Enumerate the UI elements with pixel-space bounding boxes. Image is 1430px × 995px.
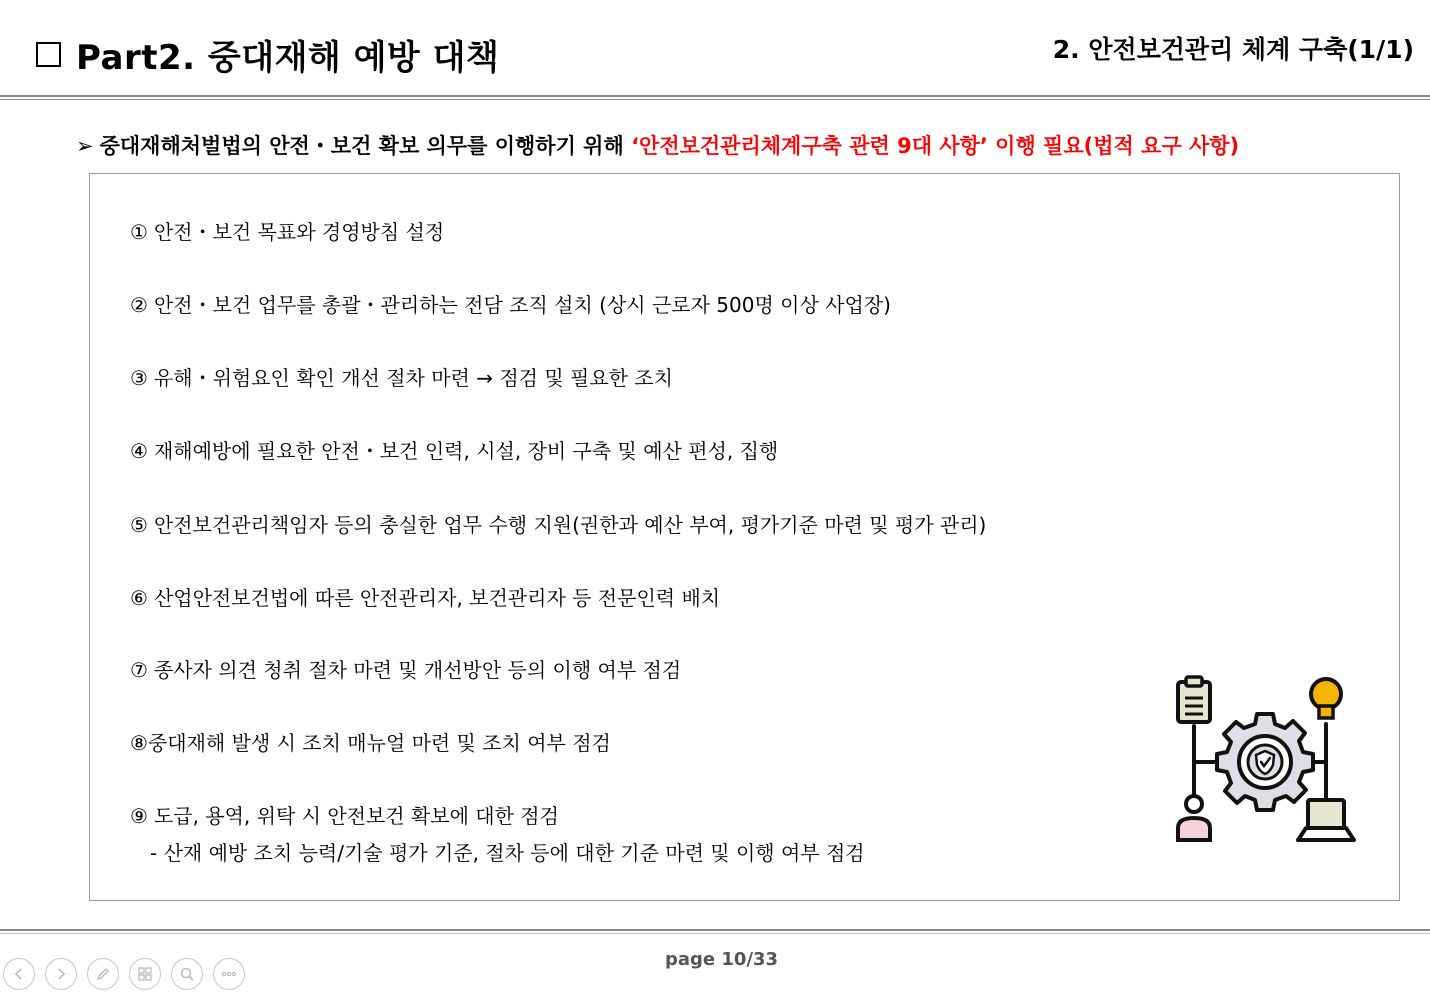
list-item	[130, 800, 559, 829]
slides-overview-button[interactable]	[129, 958, 161, 990]
slides-icon	[136, 965, 154, 983]
bullet-arrow-icon: ➢	[76, 134, 94, 158]
more-icon	[220, 965, 238, 983]
list-item	[130, 582, 720, 611]
pen-icon	[94, 965, 112, 983]
item-text: 안전・보건 목표와 경영방침 설정	[153, 220, 445, 244]
section-title: 2. 안전보건관리 체계 구축(1/1)	[1052, 35, 1414, 64]
item-text: 안전・보건 업무를 총괄・관리하는 전담 조직 설치 (상시 근로자 500명 이상 사업장)	[153, 293, 891, 317]
intro-highlight: ‘안전보건관리체계구축 관련 9대 사항’ 이행 필요(법적 요구 사항)	[631, 134, 1240, 158]
item-text: 종사자 의견 청취 절차 마련 및 개선방안 등의 이행 여부 점검	[153, 658, 682, 682]
list-item	[130, 362, 673, 391]
item-number: ⑨	[130, 804, 148, 828]
item-number: ②	[130, 293, 148, 317]
pen-tool-button[interactable]	[87, 958, 119, 990]
slide-title: Part2. 중대재해 예방 대책	[76, 38, 500, 78]
footer-divider	[0, 929, 1430, 931]
item-number: ⑦	[130, 658, 148, 682]
list-item	[130, 727, 611, 756]
item-number: ⑤	[130, 513, 148, 537]
list-item	[130, 216, 444, 245]
list-item	[130, 435, 778, 464]
next-slide-button[interactable]	[45, 958, 77, 990]
intro-line	[76, 130, 1239, 160]
slide-header	[0, 0, 1430, 96]
prev-slide-button[interactable]	[3, 958, 35, 990]
item-number: ③	[130, 366, 148, 390]
list-item	[130, 654, 681, 683]
item-text: 중대재해 발생 시 조치 매뉴얼 마련 및 조치 여부 점검	[147, 731, 611, 755]
item-text: 도급, 용역, 위탁 시 안전보건 확보에 대한 점검	[153, 804, 559, 828]
more-options-button[interactable]	[213, 958, 245, 990]
page-number: page 10/33	[665, 949, 779, 970]
item-number: ⑥	[130, 586, 148, 610]
intro-text: 중대재해처벌법의 안전・보건 확보 의무를 이행하기 위해	[99, 134, 632, 158]
footer-divider-thin	[0, 933, 1430, 934]
lightbulb-icon	[1311, 679, 1341, 718]
item-text: 재해예방에 필요한 안전・보건 인력, 시설, 장비 구축 및 예산 편성, 집행	[153, 439, 779, 463]
requirements-box	[89, 173, 1400, 901]
item-number: ④	[130, 439, 148, 463]
zoom-icon	[178, 965, 196, 983]
list-item	[130, 509, 986, 538]
sub-item: - 산재 예방 조치 능력/기술 평가 기준, 절차 등에 대한 기준 마련 및 이행 여부 점검	[150, 841, 865, 865]
item-number: ⑧	[130, 731, 148, 755]
slideshow-controls	[3, 958, 245, 990]
zoom-button[interactable]	[171, 958, 203, 990]
header-divider	[0, 95, 1430, 97]
item-text: 유해・위험요인 확인 개선 절차 마련 → 점검 및 필요한 조치	[153, 366, 673, 390]
item-number: ①	[130, 220, 148, 244]
checkbox-square-icon	[36, 42, 61, 67]
header-divider-thin	[0, 99, 1430, 100]
clipboard-icon	[1178, 677, 1210, 722]
prev-icon	[10, 965, 28, 983]
laptop-icon	[1298, 800, 1354, 840]
person-icon	[1178, 796, 1210, 840]
next-icon	[52, 965, 70, 983]
safety-system-illustration-icon	[1170, 674, 1360, 859]
list-item	[130, 289, 891, 318]
item-text: 산업안전보건법에 따른 안전관리자, 보건관리자 등 전문인력 배치	[153, 586, 721, 610]
gear-icon	[1217, 714, 1313, 810]
item-text: 안전보건관리책임자 등의 충실한 업무 수행 지원(권한과 예산 부여, 평가기준 마련 및 평가 관리)	[153, 513, 987, 537]
